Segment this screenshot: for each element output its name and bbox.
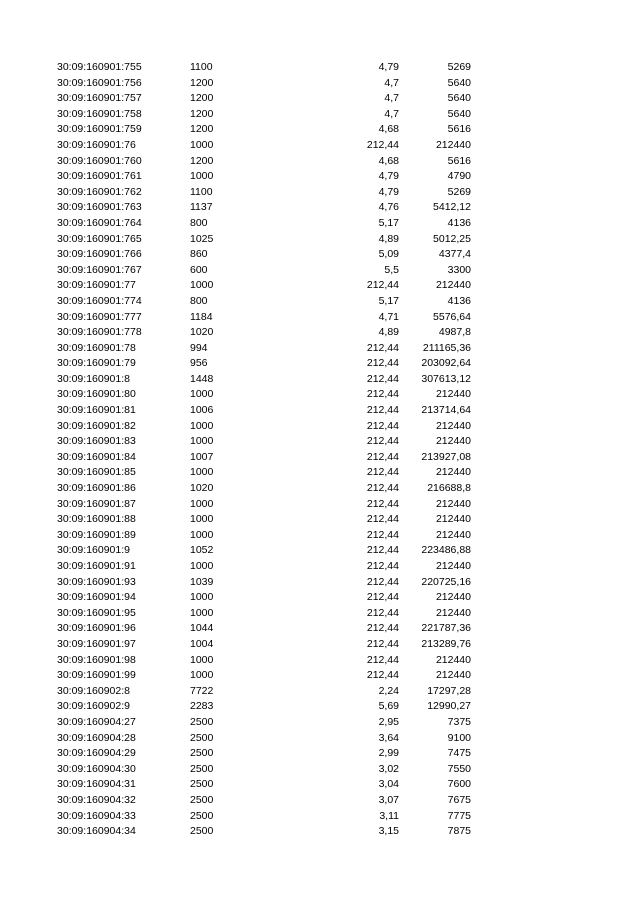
- table-row: [0, 465, 640, 481]
- cadastral-number-cell: 30:09:160901:83: [57, 435, 136, 448]
- value-cell: 212440: [435, 279, 471, 292]
- price-cell: 2,99: [378, 747, 399, 760]
- value-cell: 7775: [447, 809, 471, 822]
- price-cell: 4,79: [378, 170, 399, 183]
- price-cell: 212,44: [366, 357, 399, 370]
- table-row: [0, 559, 640, 575]
- cadastral-number-cell: 30:09:160901:762: [57, 185, 142, 198]
- area-cell: 1020: [190, 326, 214, 339]
- area-cell: 1052: [190, 544, 214, 557]
- price-cell: 4,79: [378, 185, 399, 198]
- cadastral-number-cell: 30:09:160901:759: [57, 123, 142, 136]
- price-cell: 212,44: [366, 575, 399, 588]
- value-cell: 212440: [435, 138, 471, 151]
- table-row: [0, 746, 640, 762]
- value-cell: 5576,64: [433, 310, 471, 323]
- cadastral-number-cell: 30:09:160901:91: [57, 560, 136, 572]
- cadastral-number-cell: 30:09:160901:757: [57, 92, 142, 105]
- cadastral-number-cell: 30:09:160901:767: [57, 263, 142, 276]
- table-row: [0, 543, 640, 559]
- table-row: [0, 310, 640, 326]
- price-cell: 5,17: [378, 294, 399, 307]
- area-cell: 1000: [190, 653, 214, 666]
- area-cell: 1020: [190, 482, 214, 495]
- price-cell: 4,68: [378, 154, 399, 167]
- cadastral-number-cell: 30:09:160901:76: [57, 138, 136, 151]
- table-row: [0, 247, 640, 263]
- area-cell: 1007: [190, 450, 214, 463]
- value-cell: 307613,12: [421, 372, 471, 385]
- value-cell: 5269: [447, 185, 471, 198]
- value-cell: 213714,64: [421, 404, 471, 417]
- table-row: [0, 154, 640, 170]
- cadastral-number-cell: 30:09:160901:8: [57, 372, 130, 385]
- table-row: [0, 185, 640, 201]
- area-cell: 2500: [190, 747, 214, 760]
- area-cell: 600: [190, 263, 208, 276]
- area-cell: 2500: [190, 809, 214, 822]
- value-cell: 213289,76: [421, 637, 471, 650]
- area-cell: 1000: [190, 138, 214, 151]
- table-row: [0, 263, 640, 279]
- cadastral-number-cell: 30:09:160904:27: [57, 715, 136, 728]
- cadastral-number-cell: 30:09:160901:765: [57, 232, 142, 245]
- area-cell: 994: [190, 341, 208, 354]
- area-cell: 1000: [190, 388, 214, 401]
- area-cell: 1006: [190, 404, 214, 417]
- cadastral-number-cell: 30:09:160904:30: [57, 762, 136, 775]
- value-cell: 7600: [447, 778, 471, 791]
- value-cell: 5412,12: [433, 201, 471, 214]
- area-cell: 1000: [190, 528, 214, 541]
- data-table: [0, 60, 640, 840]
- price-cell: 212,44: [366, 497, 399, 510]
- area-cell: 1000: [190, 466, 214, 479]
- area-cell: 2500: [190, 778, 214, 791]
- table-row: [0, 372, 640, 388]
- table-row: [0, 341, 640, 357]
- value-cell: 212440: [435, 497, 471, 510]
- table-row: [0, 91, 640, 107]
- price-cell: 212,44: [366, 435, 399, 448]
- area-cell: 956: [190, 357, 208, 370]
- table-row: [0, 793, 640, 809]
- cadastral-number-cell: 30:09:160904:32: [57, 793, 136, 806]
- price-cell: 212,44: [366, 466, 399, 479]
- table-row: [0, 715, 640, 731]
- value-cell: 4790: [447, 170, 471, 183]
- table-row: [0, 621, 640, 637]
- area-cell: 1200: [190, 76, 214, 89]
- table-row: [0, 653, 640, 669]
- table-row: [0, 278, 640, 294]
- price-cell: 5,09: [378, 248, 399, 261]
- area-cell: 2500: [190, 793, 214, 806]
- value-cell: 221787,36: [421, 622, 471, 635]
- table-row: [0, 497, 640, 513]
- table-row: [0, 419, 640, 435]
- table-row: [0, 403, 640, 419]
- area-cell: 2500: [190, 731, 214, 744]
- price-cell: 212,44: [366, 341, 399, 354]
- cadastral-number-cell: 30:09:160901:82: [57, 419, 136, 432]
- table-row: [0, 809, 640, 825]
- cadastral-number-cell: 30:09:160902:9: [57, 700, 130, 713]
- table-row: [0, 232, 640, 248]
- table-row: [0, 731, 640, 747]
- price-cell: 4,7: [384, 76, 399, 89]
- table-row: [0, 294, 640, 310]
- cadastral-number-cell: 30:09:160904:28: [57, 731, 136, 744]
- price-cell: 3,64: [378, 731, 399, 744]
- price-cell: 212,44: [366, 544, 399, 557]
- cadastral-number-cell: 30:09:160901:98: [57, 653, 136, 666]
- table-row: [0, 169, 640, 185]
- table-row: [0, 668, 640, 684]
- cadastral-number-cell: 30:09:160901:88: [57, 513, 136, 526]
- cadastral-number-cell: 30:09:160901:778: [57, 326, 142, 339]
- value-cell: 212440: [435, 653, 471, 666]
- value-cell: 212440: [435, 560, 471, 572]
- price-cell: 212,44: [366, 591, 399, 604]
- table-row: [0, 575, 640, 591]
- value-cell: 4136: [447, 294, 471, 307]
- cadastral-number-cell: 30:09:160901:755: [57, 61, 142, 73]
- price-cell: 4,68: [378, 123, 399, 136]
- value-cell: 7475: [447, 747, 471, 760]
- cadastral-number-cell: 30:09:160901:79: [57, 357, 136, 370]
- value-cell: 212440: [435, 466, 471, 479]
- area-cell: 1000: [190, 497, 214, 510]
- price-cell: 4,71: [378, 310, 399, 323]
- table-row: [0, 684, 640, 700]
- cadastral-number-cell: 30:09:160901:756: [57, 76, 142, 89]
- price-cell: 4,7: [384, 107, 399, 120]
- price-cell: 5,17: [378, 216, 399, 229]
- area-cell: 1000: [190, 591, 214, 604]
- table-row: [0, 590, 640, 606]
- value-cell: 216688,8: [427, 482, 471, 495]
- value-cell: 4136: [447, 216, 471, 229]
- price-cell: 4,89: [378, 232, 399, 245]
- area-cell: 2283: [190, 700, 214, 713]
- area-cell: 1200: [190, 154, 214, 167]
- area-cell: 1137: [190, 201, 213, 214]
- cadastral-number-cell: 30:09:160901:94: [57, 591, 136, 604]
- area-cell: 1004: [190, 637, 214, 650]
- value-cell: 212440: [435, 606, 471, 619]
- value-cell: 12990,27: [427, 700, 471, 713]
- value-cell: 212440: [435, 513, 471, 526]
- cadastral-number-cell: 30:09:160904:33: [57, 809, 136, 822]
- table-row: [0, 777, 640, 793]
- value-cell: 5616: [447, 123, 471, 136]
- table-row: [0, 122, 640, 138]
- value-cell: 212440: [435, 435, 471, 448]
- cadastral-number-cell: 30:09:160901:99: [57, 669, 136, 682]
- area-cell: 1000: [190, 606, 214, 619]
- price-cell: 212,44: [366, 513, 399, 526]
- cadastral-number-cell: 30:09:160901:85: [57, 466, 136, 479]
- cadastral-number-cell: 30:09:160901:80: [57, 388, 136, 401]
- price-cell: 2,24: [378, 684, 399, 697]
- value-cell: 5616: [447, 154, 471, 167]
- cadastral-number-cell: 30:09:160901:766: [57, 248, 142, 261]
- price-cell: 212,44: [366, 372, 399, 385]
- area-cell: 1000: [190, 435, 214, 448]
- cadastral-number-cell: 30:09:160901:84: [57, 450, 136, 463]
- value-cell: 7550: [447, 762, 471, 775]
- table-row: [0, 60, 640, 76]
- area-cell: 1044: [190, 622, 214, 635]
- value-cell: 5269: [447, 61, 471, 73]
- cadastral-number-cell: 30:09:160901:96: [57, 622, 136, 635]
- table-row: [0, 76, 640, 92]
- value-cell: 9100: [447, 731, 471, 744]
- price-cell: 3,02: [378, 762, 399, 775]
- value-cell: 212440: [435, 669, 471, 682]
- table-row: [0, 138, 640, 154]
- cadastral-number-cell: 30:09:160904:34: [57, 825, 136, 838]
- cadastral-number-cell: 30:09:160901:758: [57, 107, 142, 120]
- value-cell: 5640: [447, 76, 471, 89]
- table-row: [0, 528, 640, 544]
- cadastral-number-cell: 30:09:160901:777: [57, 310, 142, 323]
- value-cell: 4987,8: [438, 326, 471, 339]
- cadastral-number-cell: 30:09:160901:764: [57, 216, 142, 229]
- cadastral-number-cell: 30:09:160901:86: [57, 482, 136, 495]
- area-cell: 1000: [190, 513, 214, 526]
- cadastral-number-cell: 30:09:160901:97: [57, 637, 136, 650]
- value-cell: 17297,28: [427, 684, 471, 697]
- area-cell: 1025: [190, 232, 214, 245]
- area-cell: 800: [190, 294, 208, 307]
- area-cell: 1100: [190, 61, 213, 73]
- area-cell: 1039: [190, 575, 214, 588]
- cadastral-number-cell: 30:09:160901:81: [57, 404, 136, 417]
- value-cell: 223486,88: [421, 544, 471, 557]
- cadastral-number-cell: 30:09:160901:760: [57, 154, 142, 167]
- table-row: [0, 637, 640, 653]
- cadastral-number-cell: 30:09:160904:29: [57, 747, 136, 760]
- table-row: [0, 200, 640, 216]
- area-cell: 1000: [190, 170, 214, 183]
- area-cell: 2500: [190, 715, 214, 728]
- area-cell: 1100: [190, 185, 213, 198]
- table-row: [0, 481, 640, 497]
- value-cell: 3300: [447, 263, 471, 276]
- area-cell: 1000: [190, 669, 214, 682]
- price-cell: 2,95: [378, 715, 399, 728]
- cadastral-number-cell: 30:09:160901:95: [57, 606, 136, 619]
- price-cell: 212,44: [366, 622, 399, 635]
- area-cell: 2500: [190, 825, 214, 838]
- price-cell: 3,07: [378, 793, 399, 806]
- price-cell: 3,11: [379, 809, 399, 822]
- cadastral-number-cell: 30:09:160902:8: [57, 684, 130, 697]
- price-cell: 5,69: [378, 700, 399, 713]
- value-cell: 220725,16: [421, 575, 471, 588]
- area-cell: 1184: [190, 310, 213, 323]
- area-cell: 7722: [190, 684, 214, 697]
- table-row: [0, 107, 640, 123]
- value-cell: 4377,4: [438, 248, 471, 261]
- price-cell: 4,89: [378, 326, 399, 339]
- value-cell: 211165,36: [422, 341, 471, 354]
- price-cell: 212,44: [366, 404, 399, 417]
- value-cell: 5012,25: [433, 232, 471, 245]
- area-cell: 800: [190, 216, 208, 229]
- price-cell: 212,44: [366, 388, 399, 401]
- area-cell: 860: [190, 248, 208, 261]
- price-cell: 212,44: [366, 419, 399, 432]
- area-cell: 1200: [190, 92, 214, 105]
- table-row: [0, 325, 640, 341]
- price-cell: 212,44: [366, 138, 399, 151]
- price-cell: 5,5: [384, 263, 399, 276]
- table-row: [0, 824, 640, 840]
- area-cell: 1448: [190, 372, 214, 385]
- price-cell: 3,04: [378, 778, 399, 791]
- price-cell: 212,44: [366, 450, 399, 463]
- table-row: [0, 450, 640, 466]
- price-cell: 3,15: [378, 825, 399, 838]
- table-row: [0, 216, 640, 232]
- table-row: [0, 699, 640, 715]
- value-cell: 212440: [435, 591, 471, 604]
- table-row: [0, 434, 640, 450]
- value-cell: 212440: [435, 388, 471, 401]
- area-cell: 1000: [190, 279, 214, 292]
- table-row: [0, 762, 640, 778]
- price-cell: 4,76: [378, 201, 399, 214]
- area-cell: 1000: [190, 419, 214, 432]
- price-cell: 4,79: [378, 61, 399, 73]
- price-cell: 212,44: [366, 560, 399, 572]
- price-cell: 212,44: [366, 606, 399, 619]
- table-row: [0, 356, 640, 372]
- value-cell: 5640: [447, 107, 471, 120]
- price-cell: 212,44: [366, 528, 399, 541]
- value-cell: 212440: [435, 528, 471, 541]
- table-row: [0, 606, 640, 622]
- value-cell: 203092,64: [421, 357, 471, 370]
- area-cell: 1200: [190, 123, 214, 136]
- table-row: [0, 512, 640, 528]
- value-cell: 213927,08: [421, 450, 471, 463]
- price-cell: 212,44: [366, 669, 399, 682]
- value-cell: 5640: [447, 92, 471, 105]
- value-cell: 7675: [447, 793, 471, 806]
- cadastral-number-cell: 30:09:160901:774: [57, 294, 142, 307]
- cadastral-number-cell: 30:09:160901:763: [57, 201, 142, 214]
- area-cell: 2500: [190, 762, 214, 775]
- area-cell: 1200: [190, 107, 214, 120]
- table-row: [0, 387, 640, 403]
- price-cell: 212,44: [366, 279, 399, 292]
- cadastral-number-cell: 30:09:160901:78: [57, 341, 136, 354]
- value-cell: 212440: [435, 419, 471, 432]
- cadastral-number-cell: 30:09:160901:9: [57, 544, 130, 557]
- value-cell: 7875: [447, 825, 471, 838]
- area-cell: 1000: [190, 560, 214, 572]
- cadastral-number-cell: 30:09:160901:77: [57, 279, 136, 292]
- price-cell: 4,7: [384, 92, 399, 105]
- price-cell: 212,44: [366, 482, 399, 495]
- price-cell: 212,44: [366, 637, 399, 650]
- value-cell: 7375: [447, 715, 471, 728]
- cadastral-number-cell: 30:09:160901:761: [57, 170, 142, 183]
- cadastral-number-cell: 30:09:160901:87: [57, 497, 136, 510]
- cadastral-number-cell: 30:09:160904:31: [57, 778, 136, 791]
- price-cell: 212,44: [366, 653, 399, 666]
- cadastral-number-cell: 30:09:160901:93: [57, 575, 136, 588]
- cadastral-number-cell: 30:09:160901:89: [57, 528, 136, 541]
